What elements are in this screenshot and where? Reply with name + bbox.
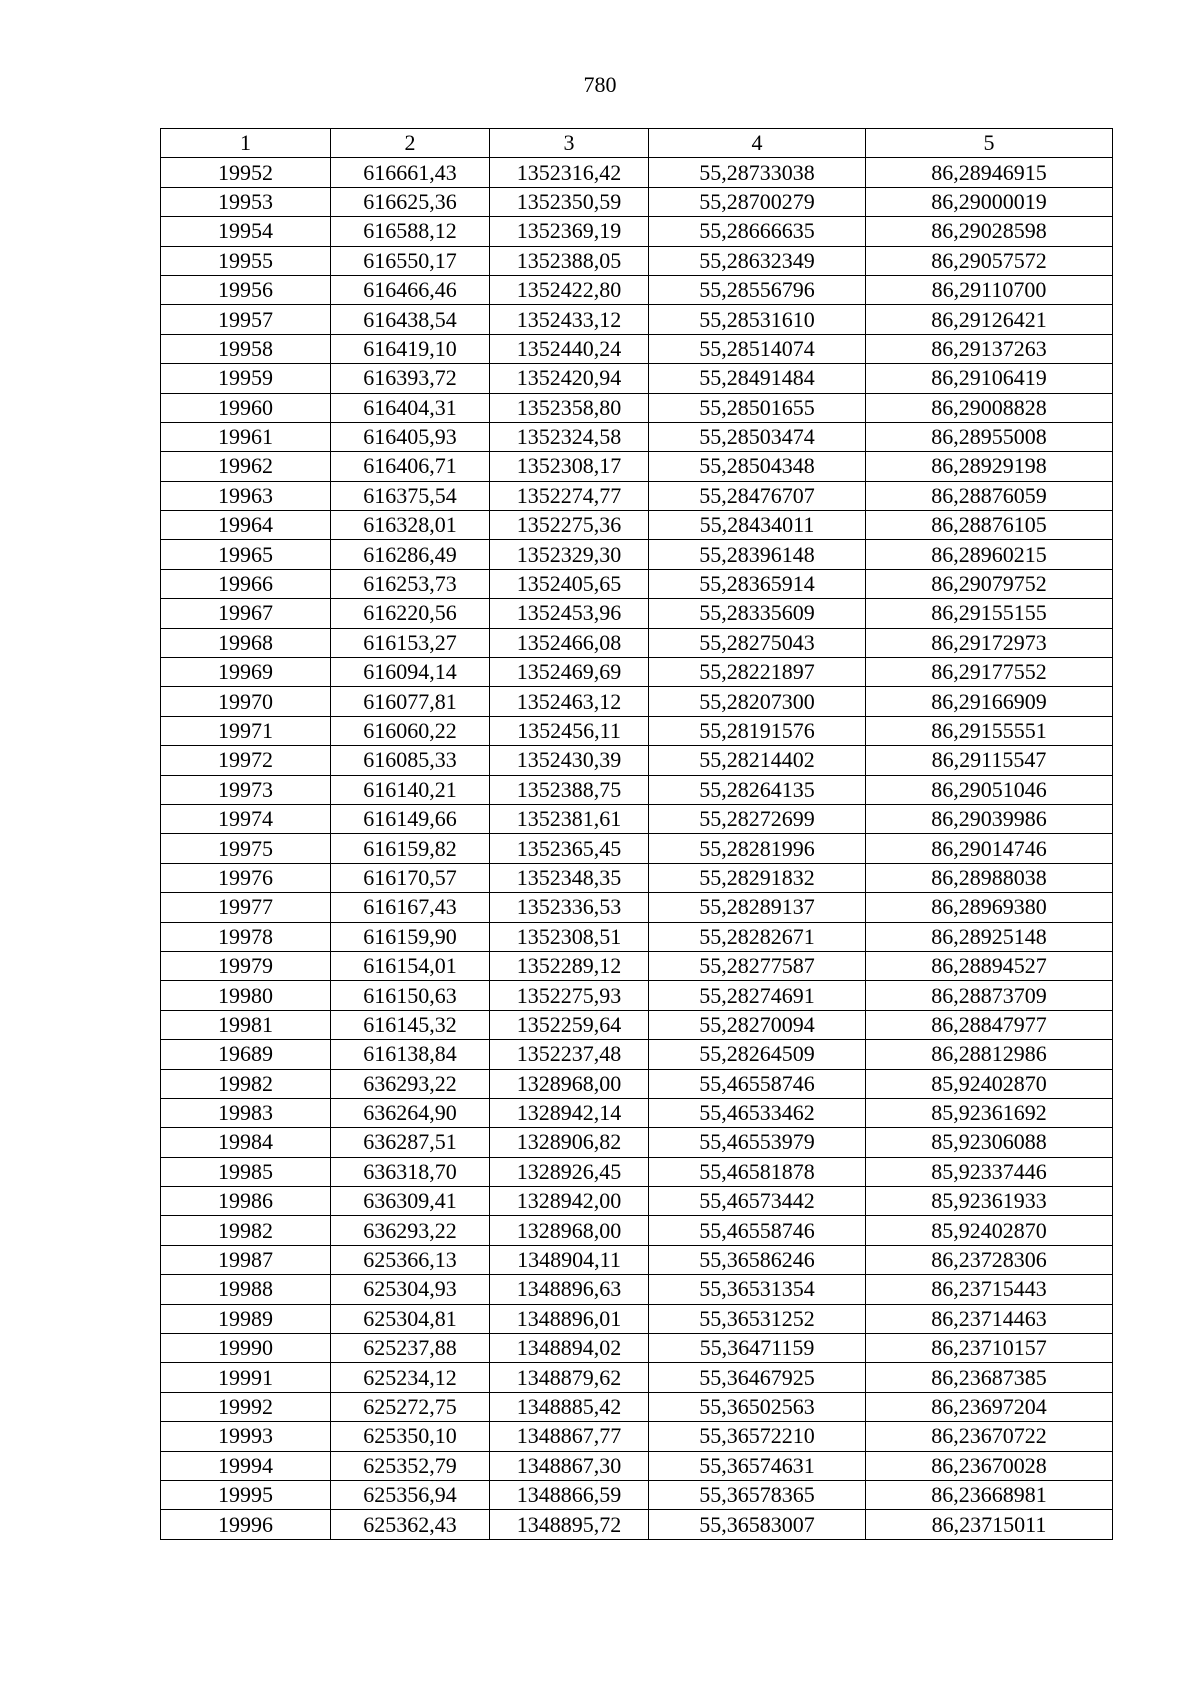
table-row [161, 364, 1113, 393]
table-cell: 1352469,69 [490, 658, 649, 687]
table-cell: 1352348,35 [490, 863, 649, 892]
table-cell: 19957 [161, 305, 331, 334]
table-cell: 19993 [161, 1422, 331, 1451]
table-row [161, 1304, 1113, 1333]
table-cell: 55,28277587 [649, 951, 866, 980]
table-cell: 616466,46 [331, 275, 490, 304]
table-cell: 19962 [161, 452, 331, 481]
table-cell: 55,28272699 [649, 804, 866, 833]
table-cell: 1352463,12 [490, 687, 649, 716]
table-cell: 86,29000019 [866, 187, 1113, 216]
table-cell: 55,36578365 [649, 1480, 866, 1509]
table-cell: 616393,72 [331, 364, 490, 393]
table-cell: 1352274,77 [490, 481, 649, 510]
table-row [161, 1275, 1113, 1304]
table-cell: 616060,22 [331, 716, 490, 745]
table-cell: 55,28270094 [649, 1010, 866, 1039]
table-cell: 1352350,59 [490, 187, 649, 216]
table-cell: 1352405,65 [490, 569, 649, 598]
column-header: 5 [866, 129, 1113, 158]
table-cell: 19952 [161, 158, 331, 187]
table-cell: 1352289,12 [490, 951, 649, 980]
table-row [161, 775, 1113, 804]
table-cell: 86,29137263 [866, 334, 1113, 363]
table-cell: 616094,14 [331, 658, 490, 687]
table-cell: 19972 [161, 746, 331, 775]
table-cell: 19954 [161, 217, 331, 246]
table-cell: 86,28894527 [866, 951, 1113, 980]
page-number: 780 [583, 72, 617, 97]
table-cell: 55,46553979 [649, 1128, 866, 1157]
table-cell: 1352324,58 [490, 422, 649, 451]
table-cell: 19988 [161, 1275, 331, 1304]
table-row [161, 422, 1113, 451]
table-row [161, 275, 1113, 304]
table-cell: 86,29008828 [866, 393, 1113, 422]
table-cell: 86,28847977 [866, 1010, 1113, 1039]
table-row [161, 334, 1113, 363]
table-header-row [161, 129, 1113, 158]
table-cell: 1348895,72 [490, 1510, 649, 1539]
table-cell: 616153,27 [331, 628, 490, 657]
table-cell: 55,28556796 [649, 275, 866, 304]
table-cell: 55,36586246 [649, 1245, 866, 1274]
table-row [161, 981, 1113, 1010]
table-cell: 86,29057572 [866, 246, 1113, 275]
table-body [161, 158, 1113, 1539]
table-cell: 625237,88 [331, 1334, 490, 1363]
table-cell: 1352466,08 [490, 628, 649, 657]
table-cell: 1352440,24 [490, 334, 649, 363]
table-cell: 616167,43 [331, 893, 490, 922]
table-row [161, 1098, 1113, 1127]
table-row [161, 1510, 1113, 1539]
table-cell: 19960 [161, 393, 331, 422]
table-cell: 55,28504348 [649, 452, 866, 481]
table-cell: 19974 [161, 804, 331, 833]
table-cell: 1352420,94 [490, 364, 649, 393]
table-cell: 1348896,63 [490, 1275, 649, 1304]
table-cell: 19982 [161, 1216, 331, 1245]
table-cell: 86,28876059 [866, 481, 1113, 510]
table-row [161, 305, 1113, 334]
table-cell: 55,28531610 [649, 305, 866, 334]
table-cell: 1328906,82 [490, 1128, 649, 1157]
table-cell: 19973 [161, 775, 331, 804]
table-cell: 86,29039986 [866, 804, 1113, 833]
table-cell: 1352336,53 [490, 893, 649, 922]
table-cell: 85,92306088 [866, 1128, 1113, 1157]
table-cell: 55,28434011 [649, 511, 866, 540]
table-cell: 19968 [161, 628, 331, 657]
table-cell: 616140,21 [331, 775, 490, 804]
table-cell: 86,29166909 [866, 687, 1113, 716]
table-cell: 86,23668981 [866, 1480, 1113, 1509]
table-cell: 19966 [161, 569, 331, 598]
table-cell: 1352308,51 [490, 922, 649, 951]
table-row [161, 804, 1113, 833]
table-cell: 55,28503474 [649, 422, 866, 451]
table-row [161, 1451, 1113, 1480]
coordinates-table [160, 128, 1113, 1540]
table-cell: 1348896,01 [490, 1304, 649, 1333]
table-cell: 1348866,59 [490, 1480, 649, 1509]
table-cell: 55,46573442 [649, 1187, 866, 1216]
table-cell: 616661,43 [331, 158, 490, 187]
table-cell: 55,28514074 [649, 334, 866, 363]
table-cell: 86,28946915 [866, 158, 1113, 187]
table-cell: 19982 [161, 1069, 331, 1098]
table-cell: 616328,01 [331, 511, 490, 540]
table-row [161, 599, 1113, 628]
table-cell: 1328968,00 [490, 1216, 649, 1245]
table-cell: 86,23714463 [866, 1304, 1113, 1333]
table-cell: 19981 [161, 1010, 331, 1039]
table-row [161, 951, 1113, 980]
table-cell: 1328926,45 [490, 1157, 649, 1186]
table-cell: 55,28221897 [649, 658, 866, 687]
table-cell: 85,92337446 [866, 1157, 1113, 1186]
table-cell: 55,28264509 [649, 1040, 866, 1069]
table-cell: 86,23715011 [866, 1510, 1113, 1539]
column-header: 1 [161, 129, 331, 158]
table-cell: 19689 [161, 1040, 331, 1069]
table-row [161, 834, 1113, 863]
table-cell: 55,28291832 [649, 863, 866, 892]
table-row [161, 746, 1113, 775]
table-row [161, 481, 1113, 510]
table-row [161, 540, 1113, 569]
table-cell: 86,29172973 [866, 628, 1113, 657]
table-cell: 55,46558746 [649, 1216, 866, 1245]
column-header: 4 [649, 129, 866, 158]
table-cell: 55,28274691 [649, 981, 866, 1010]
column-header: 3 [490, 129, 649, 158]
table-row [161, 511, 1113, 540]
table-cell: 616625,36 [331, 187, 490, 216]
table-cell: 625366,13 [331, 1245, 490, 1274]
table-cell: 1352316,42 [490, 158, 649, 187]
table-cell: 55,28476707 [649, 481, 866, 510]
table-cell: 636264,90 [331, 1098, 490, 1127]
table-cell: 1352369,19 [490, 217, 649, 246]
table-row [161, 716, 1113, 745]
table-cell: 55,36572210 [649, 1422, 866, 1451]
table-cell: 1352430,39 [490, 746, 649, 775]
table-cell: 1328968,00 [490, 1069, 649, 1098]
table-cell: 1328942,14 [490, 1098, 649, 1127]
table-cell: 86,23670722 [866, 1422, 1113, 1451]
table-cell: 85,92402870 [866, 1069, 1113, 1098]
table-cell: 19955 [161, 246, 331, 275]
table-cell: 625350,10 [331, 1422, 490, 1451]
table-cell: 55,28501655 [649, 393, 866, 422]
table-cell: 636287,51 [331, 1128, 490, 1157]
table-cell: 86,29110700 [866, 275, 1113, 304]
table-row [161, 1069, 1113, 1098]
table-cell: 616159,82 [331, 834, 490, 863]
table-cell: 19987 [161, 1245, 331, 1274]
table-cell: 86,23687385 [866, 1363, 1113, 1392]
table-cell: 19989 [161, 1304, 331, 1333]
table-row [161, 922, 1113, 951]
table-cell: 55,36502563 [649, 1392, 866, 1421]
table-row [161, 1187, 1113, 1216]
table-cell: 19984 [161, 1128, 331, 1157]
table-cell: 19964 [161, 511, 331, 540]
table-cell: 86,28955008 [866, 422, 1113, 451]
table-cell: 86,29115547 [866, 746, 1113, 775]
table-cell: 86,29014746 [866, 834, 1113, 863]
table-cell: 55,28733038 [649, 158, 866, 187]
table-cell: 616149,66 [331, 804, 490, 833]
table-cell: 55,28207300 [649, 687, 866, 716]
table-cell: 19994 [161, 1451, 331, 1480]
table-row [161, 628, 1113, 657]
table-cell: 86,29126421 [866, 305, 1113, 334]
table-cell: 55,28700279 [649, 187, 866, 216]
table-row [161, 1422, 1113, 1451]
table-cell: 1352365,45 [490, 834, 649, 863]
table-cell: 85,92361692 [866, 1098, 1113, 1127]
table-row [161, 1010, 1113, 1039]
table-cell: 1352453,96 [490, 599, 649, 628]
table-row [161, 187, 1113, 216]
table-cell: 616404,31 [331, 393, 490, 422]
table-cell: 19979 [161, 951, 331, 980]
table-cell: 86,28929198 [866, 452, 1113, 481]
table-cell: 55,28275043 [649, 628, 866, 657]
table-cell: 1352329,30 [490, 540, 649, 569]
table-cell: 625362,43 [331, 1510, 490, 1539]
table-cell: 19970 [161, 687, 331, 716]
table-cell: 86,23670028 [866, 1451, 1113, 1480]
table-cell: 625272,75 [331, 1392, 490, 1421]
table-cell: 19985 [161, 1157, 331, 1186]
table-row [161, 1480, 1113, 1509]
table-cell: 55,28191576 [649, 716, 866, 745]
table-cell: 85,92361933 [866, 1187, 1113, 1216]
table-row [161, 1245, 1113, 1274]
table-cell: 55,28396148 [649, 540, 866, 569]
table-cell: 616375,54 [331, 481, 490, 510]
table-cell: 19958 [161, 334, 331, 363]
table-row [161, 687, 1113, 716]
table-cell: 55,28491484 [649, 364, 866, 393]
table-cell: 55,28214402 [649, 746, 866, 775]
table-cell: 616253,73 [331, 569, 490, 598]
table-cell: 19956 [161, 275, 331, 304]
table-cell: 55,36467925 [649, 1363, 866, 1392]
table-row [161, 1363, 1113, 1392]
table-cell: 625352,79 [331, 1451, 490, 1480]
table-cell: 86,28876105 [866, 511, 1113, 540]
table-cell: 55,28632349 [649, 246, 866, 275]
table-cell: 86,28988038 [866, 863, 1113, 892]
table-cell: 55,28335609 [649, 599, 866, 628]
table-cell: 55,28282671 [649, 922, 866, 951]
table-cell: 86,29079752 [866, 569, 1113, 598]
table-cell: 616170,57 [331, 863, 490, 892]
table-cell: 86,29155551 [866, 716, 1113, 745]
table-cell: 1352275,93 [490, 981, 649, 1010]
table-cell: 19953 [161, 187, 331, 216]
table-cell: 1352358,80 [490, 393, 649, 422]
table-cell: 625304,81 [331, 1304, 490, 1333]
table-row [161, 1157, 1113, 1186]
table-row [161, 1334, 1113, 1363]
table-row [161, 863, 1113, 892]
table-cell: 19992 [161, 1392, 331, 1421]
table-cell: 86,29028598 [866, 217, 1113, 246]
table-cell: 1352456,11 [490, 716, 649, 745]
table-cell: 616220,56 [331, 599, 490, 628]
table-cell: 616286,49 [331, 540, 490, 569]
table-cell: 616138,84 [331, 1040, 490, 1069]
table-cell: 616438,54 [331, 305, 490, 334]
table-row [161, 158, 1113, 187]
table-cell: 19975 [161, 834, 331, 863]
table-cell: 1352275,36 [490, 511, 649, 540]
table-cell: 616077,81 [331, 687, 490, 716]
table-cell: 55,36531252 [649, 1304, 866, 1333]
table-cell: 1352422,80 [490, 275, 649, 304]
table-cell: 19959 [161, 364, 331, 393]
table-cell: 86,29106419 [866, 364, 1113, 393]
table-row [161, 569, 1113, 598]
table-cell: 55,46581878 [649, 1157, 866, 1186]
table-cell: 19986 [161, 1187, 331, 1216]
table-cell: 616406,71 [331, 452, 490, 481]
table-cell: 55,36574631 [649, 1451, 866, 1480]
table-cell: 1348867,77 [490, 1422, 649, 1451]
table-cell: 86,29155155 [866, 599, 1113, 628]
table-cell: 85,92402870 [866, 1216, 1113, 1245]
table-cell: 1352388,75 [490, 775, 649, 804]
table-cell: 86,23715443 [866, 1275, 1113, 1304]
table-row [161, 1216, 1113, 1245]
table-cell: 19965 [161, 540, 331, 569]
table-cell: 1348885,42 [490, 1392, 649, 1421]
table-cell: 19980 [161, 981, 331, 1010]
table-cell: 616150,63 [331, 981, 490, 1010]
table-cell: 86,23710157 [866, 1334, 1113, 1363]
table-cell: 55,28264135 [649, 775, 866, 804]
table-cell: 86,28969380 [866, 893, 1113, 922]
table-cell: 616419,10 [331, 334, 490, 363]
table-row [161, 246, 1113, 275]
table-cell: 1348904,11 [490, 1245, 649, 1274]
table-cell: 1348894,02 [490, 1334, 649, 1363]
table-cell: 55,28281996 [649, 834, 866, 863]
table-cell: 625304,93 [331, 1275, 490, 1304]
table-cell: 616405,93 [331, 422, 490, 451]
table-cell: 1352259,64 [490, 1010, 649, 1039]
table-row [161, 1392, 1113, 1421]
table-cell: 625356,94 [331, 1480, 490, 1509]
table-cell: 19967 [161, 599, 331, 628]
table-cell: 86,28925148 [866, 922, 1113, 951]
table-cell: 19961 [161, 422, 331, 451]
table-cell: 636293,22 [331, 1069, 490, 1098]
table-row [161, 1128, 1113, 1157]
table-cell: 616085,33 [331, 746, 490, 775]
table-cell: 55,46533462 [649, 1098, 866, 1127]
table-cell: 55,46558746 [649, 1069, 866, 1098]
table-cell: 1352388,05 [490, 246, 649, 275]
table-cell: 19991 [161, 1363, 331, 1392]
table-row [161, 217, 1113, 246]
table-cell: 19996 [161, 1510, 331, 1539]
table-cell: 86,28812986 [866, 1040, 1113, 1069]
table-cell: 55,28666635 [649, 217, 866, 246]
table-cell: 616550,17 [331, 246, 490, 275]
table-cell: 19969 [161, 658, 331, 687]
table-cell: 19963 [161, 481, 331, 510]
table-cell: 1348867,30 [490, 1451, 649, 1480]
table-cell: 1352433,12 [490, 305, 649, 334]
column-header: 2 [331, 129, 490, 158]
table-cell: 55,36471159 [649, 1334, 866, 1363]
table-row [161, 893, 1113, 922]
table-cell: 636318,70 [331, 1157, 490, 1186]
table-cell: 1352237,48 [490, 1040, 649, 1069]
table-cell: 86,23697204 [866, 1392, 1113, 1421]
table-cell: 19995 [161, 1480, 331, 1509]
table-cell: 1328942,00 [490, 1187, 649, 1216]
table-cell: 19978 [161, 922, 331, 951]
table-cell: 19990 [161, 1334, 331, 1363]
table-cell: 1352381,61 [490, 804, 649, 833]
table-cell: 636309,41 [331, 1187, 490, 1216]
table-cell: 19976 [161, 863, 331, 892]
table-cell: 55,36583007 [649, 1510, 866, 1539]
table-row [161, 452, 1113, 481]
table-cell: 86,28873709 [866, 981, 1113, 1010]
table-cell: 55,28365914 [649, 569, 866, 598]
table-row [161, 393, 1113, 422]
table-cell: 625234,12 [331, 1363, 490, 1392]
table-cell: 86,29177552 [866, 658, 1113, 687]
table-cell: 19971 [161, 716, 331, 745]
table-row [161, 1040, 1113, 1069]
table-cell: 19983 [161, 1098, 331, 1127]
table-cell: 616145,32 [331, 1010, 490, 1039]
table-cell: 1352308,17 [490, 452, 649, 481]
table-cell: 19977 [161, 893, 331, 922]
table-cell: 616588,12 [331, 217, 490, 246]
table-cell: 616159,90 [331, 922, 490, 951]
table-cell: 1348879,62 [490, 1363, 649, 1392]
table-row [161, 658, 1113, 687]
table-cell: 55,36531354 [649, 1275, 866, 1304]
table-cell: 86,23728306 [866, 1245, 1113, 1274]
table-cell: 86,29051046 [866, 775, 1113, 804]
table-cell: 616154,01 [331, 951, 490, 980]
table-cell: 55,28289137 [649, 893, 866, 922]
table-cell: 86,28960215 [866, 540, 1113, 569]
table-cell: 636293,22 [331, 1216, 490, 1245]
